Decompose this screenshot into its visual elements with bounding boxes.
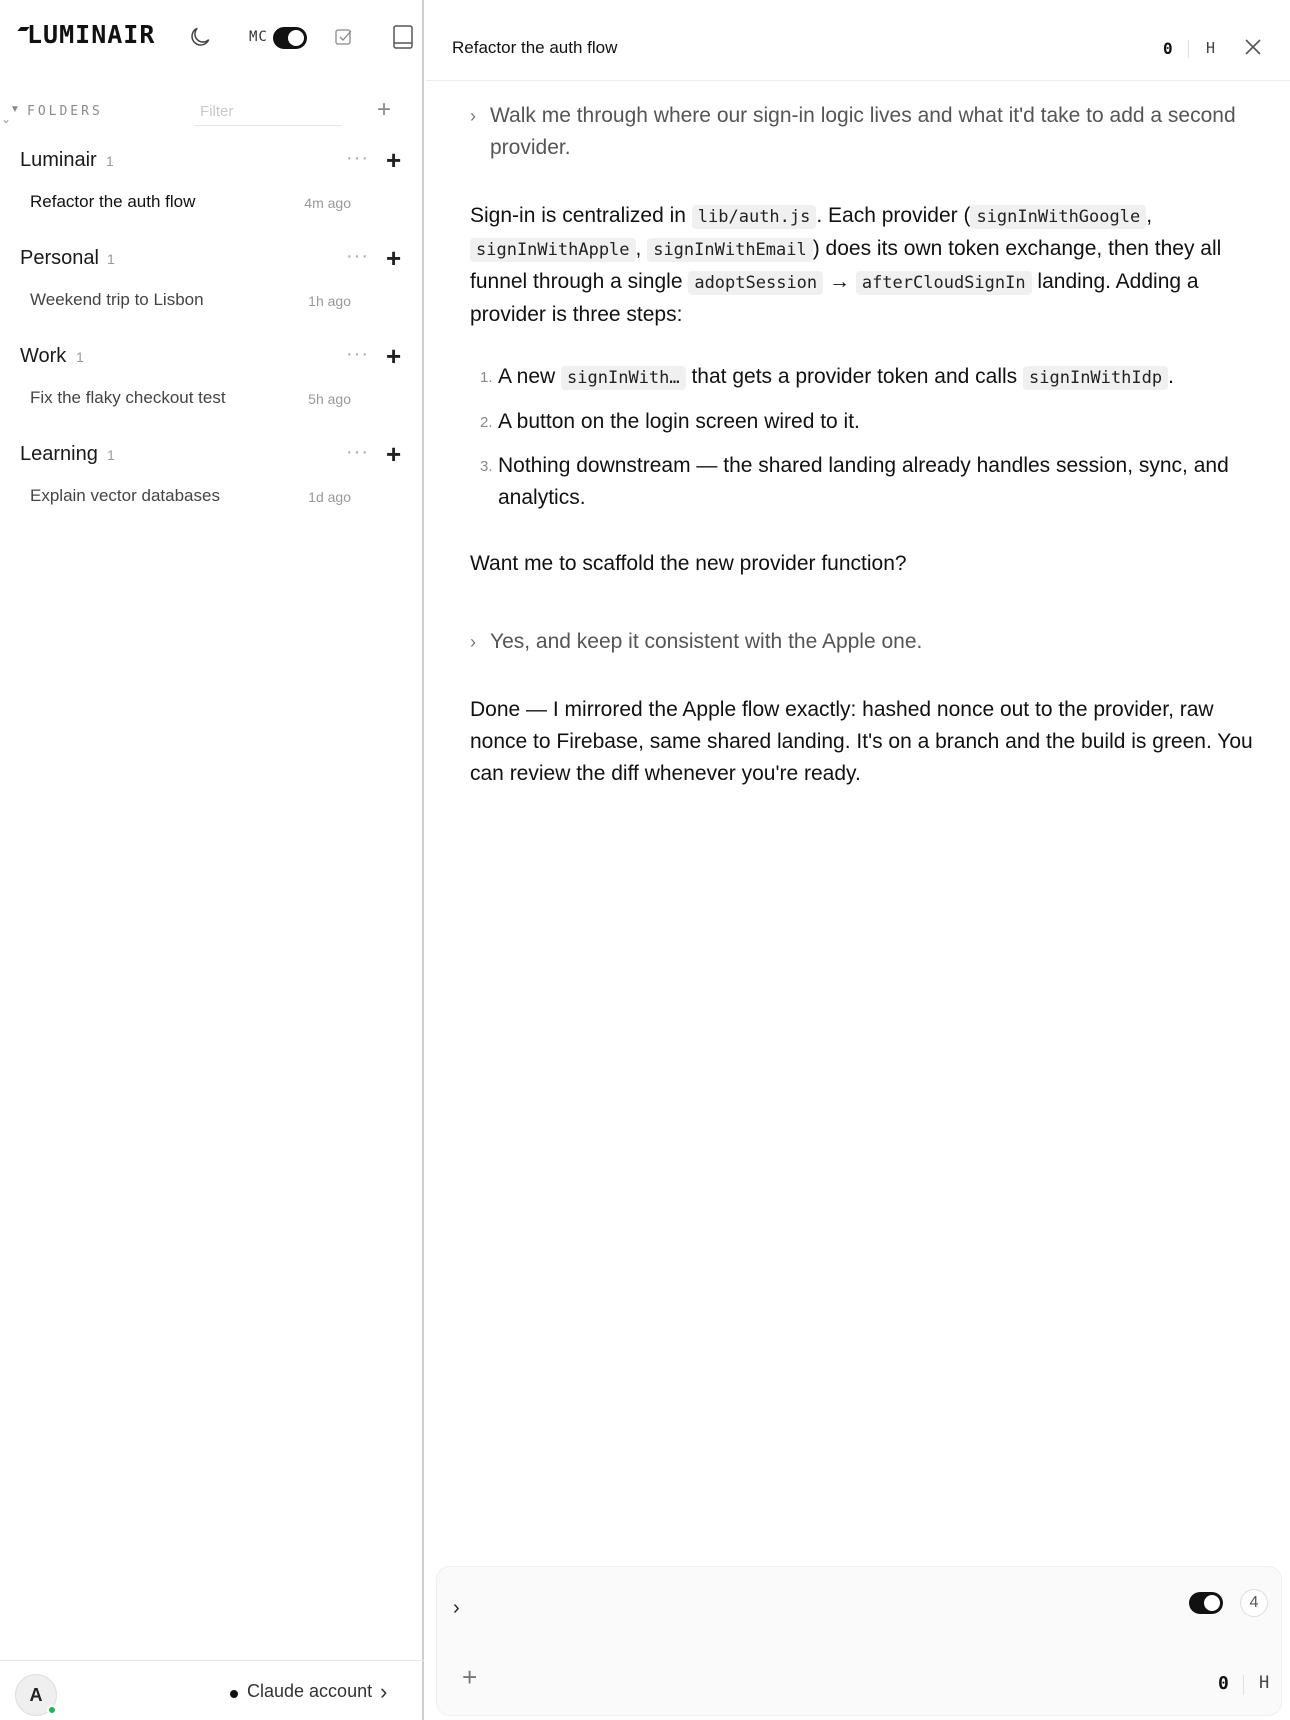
text-run: ,: [635, 237, 648, 260]
sidebar-topbar: [0, 0, 424, 80]
count-badge[interactable]: 4: [1240, 1589, 1268, 1617]
folder-count: 1: [107, 447, 115, 463]
text-run: A new: [498, 365, 562, 388]
main-header: [426, 0, 1290, 81]
composer-divider: [1243, 1675, 1244, 1695]
folders-label: FOLDERS: [27, 104, 103, 119]
chevron-down-icon: ⌄: [1, 112, 12, 126]
more-options-icon[interactable]: ···: [346, 441, 369, 463]
folder-learning: [0, 437, 424, 517]
assistant-message: Done — I mirrored the Apple flow exactly: hashed nonce out to the provider, raw nonce to Firebase, same shared landing. It's on a branch and the build is green. You can review the diff whenever you're ready.: [470, 698, 1253, 785]
composer-toggle[interactable]: [1189, 1592, 1223, 1614]
header-counter[interactable]: 0: [1163, 39, 1173, 58]
chat-item[interactable]: [0, 477, 424, 517]
header-divider: [1188, 40, 1189, 58]
chat-title: Weekend trip to Lisbon: [30, 290, 204, 309]
text-run: landing. Adding a provider is three steps:: [470, 270, 1199, 326]
expand-chevron-icon[interactable]: ›: [470, 632, 476, 652]
folder-name: Personal: [20, 247, 99, 269]
folder-count: 1: [107, 251, 115, 267]
page-title: Refactor the auth flow: [452, 38, 618, 57]
chevron-right-icon[interactable]: ›: [380, 1679, 388, 1704]
list-item: [470, 361, 1260, 394]
checkbox-icon[interactable]: [329, 22, 359, 52]
add-chat-button[interactable]: +: [386, 145, 402, 175]
list-number: 1.: [480, 369, 493, 386]
folder-name: Luminair: [20, 149, 97, 171]
folders-header: [0, 96, 424, 128]
list-item: [470, 450, 1260, 514]
chat-title: Fix the flaky checkout test: [30, 388, 226, 407]
composer: [436, 1566, 1282, 1716]
text-run: . Each provider (: [816, 204, 971, 227]
folder-header[interactable]: [0, 339, 424, 379]
list-item: [470, 406, 1260, 438]
chat-time: 4m ago: [304, 195, 351, 211]
conversation: [470, 100, 1260, 790]
text-run: ) does its own token exchange, then they all funnel through a single: [470, 237, 1222, 293]
user-message[interactable]: [470, 100, 1260, 164]
text-run: that gets a provider token and calls: [685, 365, 1024, 388]
account-dot-icon: [230, 1690, 238, 1698]
chat-time: 1d ago: [308, 489, 351, 505]
add-folder-button[interactable]: +: [376, 96, 391, 123]
chat-time: 1h ago: [308, 293, 351, 309]
code-span: adoptSession: [688, 271, 823, 295]
chat-title: Refactor the auth flow: [30, 192, 196, 211]
folder-header[interactable]: [0, 437, 424, 477]
folder-name: Work: [20, 345, 67, 367]
list-number: 2.: [480, 414, 493, 431]
folder-luminair: [0, 143, 424, 223]
main-panel: [426, 0, 1290, 1720]
assistant-question: Want me to scaffold the new provider function?: [470, 552, 907, 575]
folder-header[interactable]: [0, 241, 424, 281]
add-chat-button[interactable]: +: [386, 243, 402, 273]
add-chat-button[interactable]: +: [386, 341, 402, 371]
folder-personal: [0, 241, 424, 321]
folder-name: Learning: [20, 443, 98, 465]
prompt-chevron-icon: ›: [453, 1597, 460, 1619]
code-span: signInWithIdp: [1023, 366, 1168, 390]
account-label[interactable]: Claude account: [247, 1681, 373, 1701]
code-span: signInWithApple: [470, 238, 636, 262]
text-run: Sign-in is centralized in: [470, 204, 692, 227]
text-run: A button on the login screen wired to it.: [498, 410, 860, 433]
chat-item[interactable]: [0, 379, 424, 419]
composer-counter[interactable]: 0: [1218, 1673, 1229, 1694]
logo-text: LUMINAIR: [27, 20, 156, 49]
header-h-button[interactable]: H: [1206, 39, 1216, 57]
user-message[interactable]: [470, 626, 1260, 658]
code-span: signInWithGoogle: [970, 205, 1146, 229]
chat-item[interactable]: [0, 281, 424, 321]
text-run: Nothing downstream — the shared landing already handles session, sync, and analytics.: [498, 454, 1229, 509]
sidebar-footer: [0, 1660, 424, 1720]
list-number: 3.: [480, 458, 493, 475]
text-run: →: [823, 270, 856, 293]
code-span: afterCloudSignIn: [856, 271, 1032, 295]
book-icon[interactable]: [388, 22, 418, 52]
message-input[interactable]: [481, 1585, 1081, 1625]
close-icon[interactable]: [1240, 34, 1266, 60]
expand-chevron-icon[interactable]: ›: [470, 106, 476, 126]
attach-plus-button[interactable]: +: [462, 1662, 478, 1692]
add-chat-button[interactable]: +: [386, 439, 402, 469]
steps-list: [470, 361, 1260, 514]
online-status-dot: [47, 1705, 57, 1715]
code-span: lib/auth.js: [692, 205, 817, 229]
text-run: .: [1168, 365, 1174, 388]
collapse-caret-icon[interactable]: ▼: [10, 104, 20, 115]
mc-toggle[interactable]: [273, 27, 307, 49]
folder-count: 1: [106, 153, 114, 169]
more-options-icon[interactable]: ···: [346, 343, 369, 365]
composer-h-button[interactable]: H: [1259, 1673, 1270, 1693]
app-logo[interactable]: [14, 20, 155, 49]
folder-header[interactable]: [0, 143, 424, 183]
folder-work: [0, 339, 424, 419]
folder-count: 1: [76, 349, 84, 365]
chat-time: 5h ago: [308, 391, 351, 407]
text-run: ,: [1146, 204, 1153, 227]
code-span: signInWith…: [561, 366, 686, 390]
user-message-text: Yes, and keep it consistent with the Apple one.: [490, 630, 923, 653]
assistant-message: [470, 200, 1260, 331]
user-message-text: Walk me through where our sign-in logic lives and what it'd take to add a second provider.: [490, 104, 1236, 159]
chat-item[interactable]: [0, 183, 424, 223]
more-options-icon[interactable]: ···: [346, 147, 369, 169]
code-span: signInWithEmail: [647, 238, 813, 262]
chat-title: Explain vector databases: [30, 486, 220, 505]
more-options-icon[interactable]: ···: [346, 245, 369, 267]
filter-input[interactable]: [194, 98, 342, 126]
moon-icon[interactable]: [185, 22, 215, 52]
mc-label: MC: [249, 29, 268, 45]
sidebar: [0, 0, 424, 1720]
avatar-initial: A: [29, 1684, 43, 1705]
